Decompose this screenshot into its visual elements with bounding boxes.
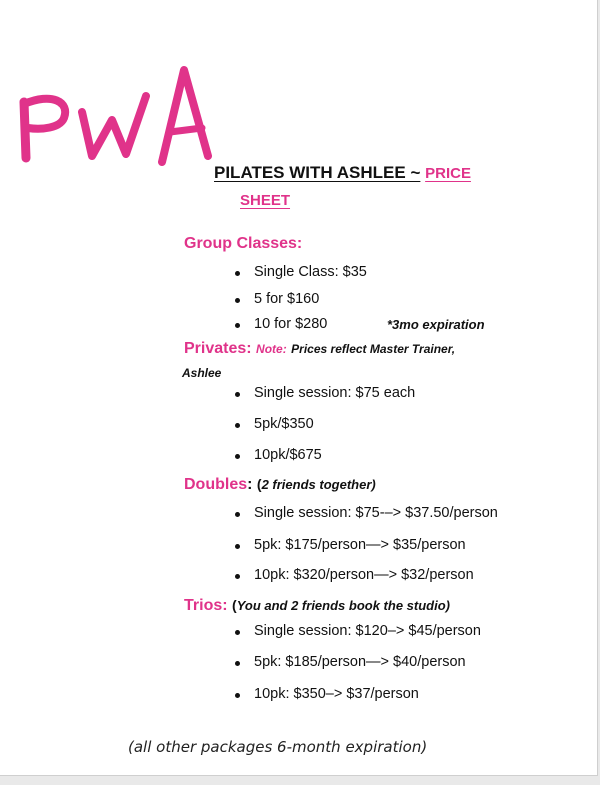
list-item: 5pk: $185/person—> $40/person	[235, 654, 466, 670]
privates-note-text: Prices reflect Master Trainer,	[291, 342, 456, 356]
list-item: 5pk/$350	[235, 416, 314, 432]
title-pink-2: SHEET	[240, 192, 291, 209]
list-item: 5pk: $175/person—> $35/person	[235, 537, 466, 553]
privates-heading: Privates: Note: Prices reflect Master Trainer,	[184, 340, 456, 357]
document-title	[214, 160, 524, 214]
privates-note-label: Note:	[256, 342, 287, 356]
trios-heading: Trios: (You and 2 friends book the studio)	[184, 597, 450, 614]
list-item: 10pk: $350–> $37/person	[235, 686, 419, 702]
doubles-heading: Doubles: (2 friends together)	[184, 476, 376, 493]
trios-note: You and 2 friends book the studio)	[236, 598, 450, 613]
list-item: 5 for $160	[235, 291, 319, 307]
list-item: Single Class: $35	[235, 264, 367, 280]
list-item: 10pk: $320/person—> $32/person	[235, 567, 474, 583]
privates-note-line2: Ashlee	[182, 366, 222, 380]
doubles-note: 2 friends together)	[261, 477, 376, 492]
list-item: Single session: $75 each	[235, 385, 415, 401]
group-classes-heading: Group Classes:	[184, 235, 303, 252]
list-item: Single session: $120–> $45/person	[235, 623, 481, 639]
pwa-logo	[12, 62, 232, 172]
list-item: 10 for $280 *3mo expiration	[235, 316, 327, 332]
expiration-footer: (all other packages 6-month expiration)	[128, 738, 428, 756]
title-pink-1: PRICE	[425, 165, 471, 182]
expiration-note: *3mo expiration	[387, 317, 485, 332]
title-main: PILATES WITH ASHLEE ~	[214, 163, 421, 182]
list-item: Single session: $75-–> $37.50/person	[235, 505, 498, 521]
list-item: 10pk/$675	[235, 447, 322, 463]
